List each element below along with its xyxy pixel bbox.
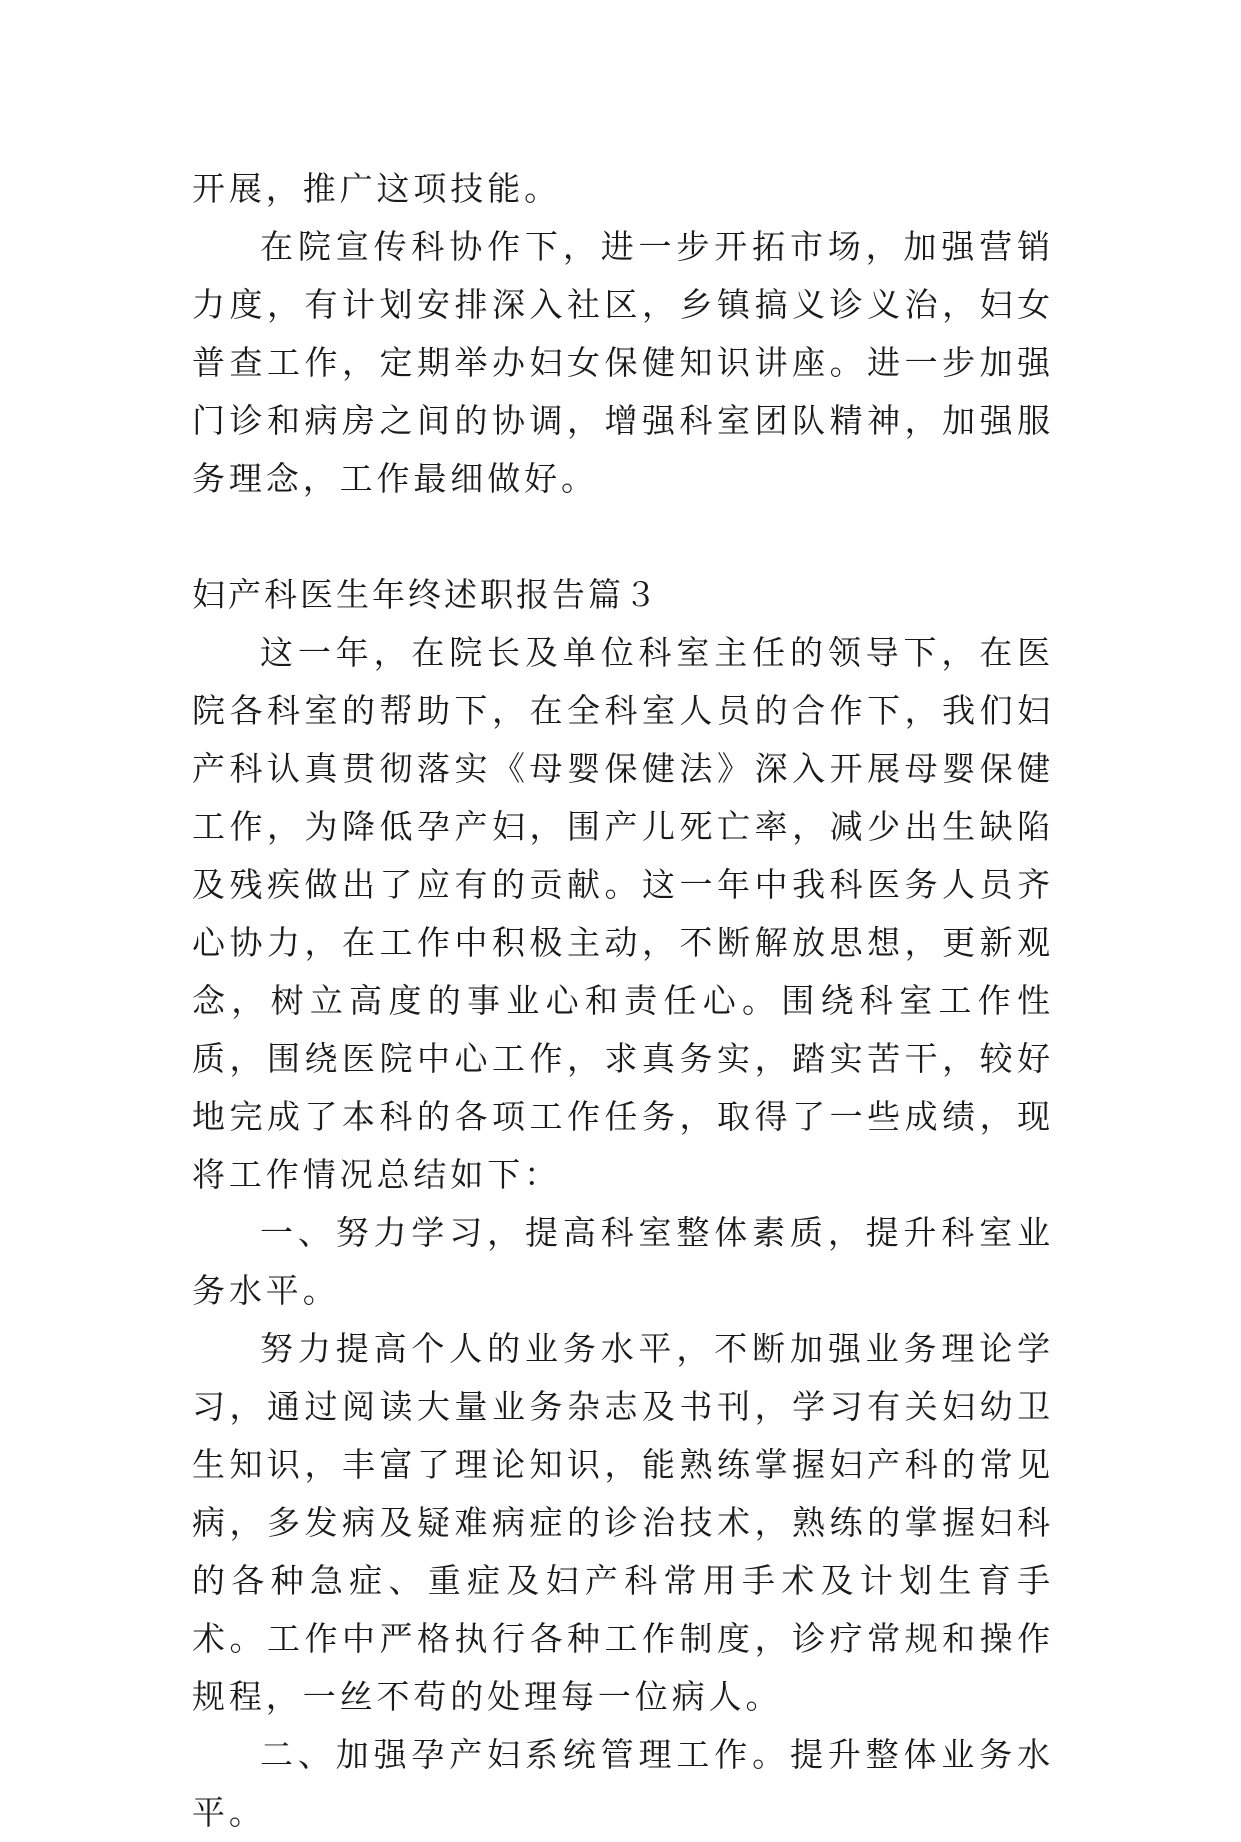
paragraph-marketing: 在院宣传科协作下，进一步开拓市场，加强营销力度，有计划安排深入社区，乡镇搞义诊义治，妇女普查工作，定期举办妇女保健知识讲座。进一步加强门诊和病房之间的协调，增强科室团队精神，加强服务理念，工作最细做好。 — [192, 227, 1054, 498]
paragraph-continuation: 开展，推广这项技能。 — [192, 169, 561, 208]
section-heading: 妇产科医生年终述职报告篇３ — [192, 575, 660, 614]
paragraph-spacer — [192, 508, 1054, 566]
paragraph-study: 努力提高个人的业务水平，不断加强业务理论学习，通过阅读大量业务杂志及书刊，学习有关妇幼卫生知识，丰富了理论知识，能熟练掌握妇产科的常见病，多发病及疑难病症的诊治技术，熟练的掌握妇科的各种急症、重症及妇产科常用手术及计划生育手术。工作中严格执行各种工作制度，诊疗常规和操作规程，一丝不苟的处理每一位病人。 — [192, 1329, 1054, 1716]
subheading-2: 二、加强孕产妇系统管理工作。提升整体业务水平。 — [192, 1735, 1054, 1832]
paragraph-intro: 这一年，在院长及单位科室主任的领导下，在医院各科室的帮助下，在全科室人员的合作下，我们妇产科认真贯彻落实《母婴保健法》深入开展母婴保健工作，为降低孕产妇，围产儿死亡率，减少出生缺陷及残疾做出了应有的贡献。这一年中我科医务人员齐心协力，在工作中积极主动，不断解放思想，更新观念，树立高度的事业心和责任心。围绕科室工作性质，围绕医院中心工作，求真务实，踏实苦干，较好地完成了本科的各项工作任务，取得了一些成绩，现将工作情况总结如下： — [192, 633, 1054, 1194]
subheading-1: 一、努力学习，提高科室整体素质，提升科室业务水平。 — [192, 1213, 1054, 1310]
document-body — [192, 160, 1054, 1842]
